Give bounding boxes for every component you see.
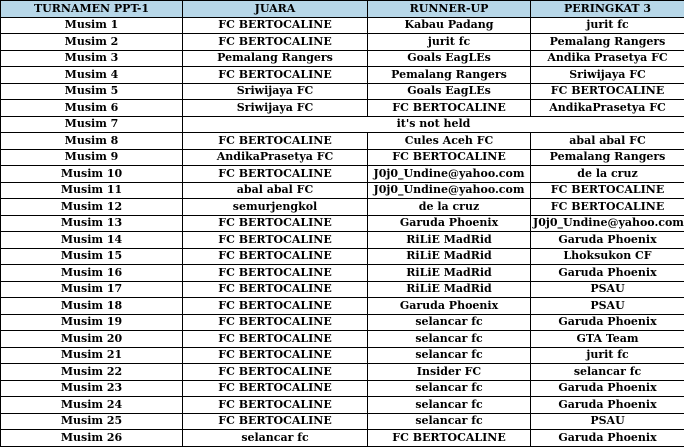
- cell-season: Musim 4: [1, 67, 183, 84]
- table-row: [1, 182, 684, 199]
- cell-runner-up: RiLiE MadRid: [368, 281, 531, 298]
- cell-third-place: selancar fc: [531, 364, 684, 381]
- cell-runner-up: Garuda Phoenix: [368, 215, 531, 232]
- cell-third-place: J0j0_Undine@yahoo.com: [531, 215, 684, 232]
- cell-champion: FC BERTOCALINE: [183, 347, 368, 364]
- cell-champion: FC BERTOCALINE: [183, 331, 368, 348]
- cell-season: Musim 18: [1, 298, 183, 315]
- table-row: [1, 116, 684, 133]
- cell-season: Musim 1: [1, 17, 183, 34]
- header-champion: JUARA: [183, 1, 368, 18]
- cell-champion: FC BERTOCALINE: [183, 17, 368, 34]
- cell-third-place: Andika Prasetya FC: [531, 50, 684, 67]
- cell-champion: FC BERTOCALINE: [183, 413, 368, 430]
- table-row: [1, 133, 684, 150]
- cell-champion: FC BERTOCALINE: [183, 215, 368, 232]
- cell-third-place: FC BERTOCALINE: [531, 182, 684, 199]
- cell-season: Musim 23: [1, 380, 183, 397]
- cell-season: Musim 7: [1, 116, 183, 133]
- table-row: [1, 215, 684, 232]
- cell-season: Musim 2: [1, 34, 183, 51]
- cell-season: Musim 19: [1, 314, 183, 331]
- cell-third-place: de la cruz: [531, 166, 684, 183]
- table-row: [1, 364, 684, 381]
- table-row: [1, 347, 684, 364]
- cell-season: Musim 14: [1, 232, 183, 249]
- cell-third-place: PSAU: [531, 413, 684, 430]
- cell-runner-up: Goals EagLEs: [368, 50, 531, 67]
- table-row: [1, 380, 684, 397]
- cell-season: Musim 16: [1, 265, 183, 282]
- cell-champion: FC BERTOCALINE: [183, 67, 368, 84]
- cell-third-place: Garuda Phoenix: [531, 314, 684, 331]
- cell-runner-up: Insider FC: [368, 364, 531, 381]
- table-row: [1, 314, 684, 331]
- cell-third-place: AndikaPrasetya FC: [531, 100, 684, 117]
- table-body: [1, 17, 684, 446]
- cell-champion: FC BERTOCALINE: [183, 364, 368, 381]
- cell-third-place: Pemalang Rangers: [531, 34, 684, 51]
- table-row: [1, 100, 684, 117]
- cell-season: Musim 9: [1, 149, 183, 166]
- cell-runner-up: Garuda Phoenix: [368, 298, 531, 315]
- table-row: [1, 232, 684, 249]
- cell-season: Musim 24: [1, 397, 183, 414]
- table-row: [1, 50, 684, 67]
- cell-third-place: PSAU: [531, 281, 684, 298]
- table-row: [1, 265, 684, 282]
- cell-third-place: jurit fc: [531, 17, 684, 34]
- header-row: [1, 1, 684, 18]
- cell-season: Musim 10: [1, 166, 183, 183]
- table-row: [1, 413, 684, 430]
- cell-champion: selancar fc: [183, 430, 368, 447]
- table-row: [1, 298, 684, 315]
- cell-third-place: Garuda Phoenix: [531, 397, 684, 414]
- table-row: [1, 166, 684, 183]
- table-row: [1, 149, 684, 166]
- cell-third-place: FC BERTOCALINE: [531, 199, 684, 216]
- table-row: [1, 67, 684, 84]
- header-tournament: TURNAMEN PPT-1: [1, 1, 183, 18]
- table-row: [1, 83, 684, 100]
- cell-runner-up: FC BERTOCALINE: [368, 100, 531, 117]
- cell-champion: FC BERTOCALINE: [183, 314, 368, 331]
- cell-season: Musim 17: [1, 281, 183, 298]
- cell-season: Musim 26: [1, 430, 183, 447]
- cell-third-place: Garuda Phoenix: [531, 232, 684, 249]
- cell-champion: FC BERTOCALINE: [183, 265, 368, 282]
- cell-third-place: FC BERTOCALINE: [531, 83, 684, 100]
- cell-third-place: Sriwijaya FC: [531, 67, 684, 84]
- cell-season: Musim 8: [1, 133, 183, 150]
- cell-champion: FC BERTOCALINE: [183, 380, 368, 397]
- cell-season: Musim 11: [1, 182, 183, 199]
- cell-champion: abal abal FC: [183, 182, 368, 199]
- cell-season: Musim 3: [1, 50, 183, 67]
- cell-champion: AndikaPrasetya FC: [183, 149, 368, 166]
- cell-champion: semurjengkol: [183, 199, 368, 216]
- cell-season: Musim 22: [1, 364, 183, 381]
- cell-champion: Sriwijaya FC: [183, 83, 368, 100]
- table-row: [1, 17, 684, 34]
- cell-champion: FC BERTOCALINE: [183, 232, 368, 249]
- cell-runner-up: RiLiE MadRid: [368, 248, 531, 265]
- cell-runner-up: Pemalang Rangers: [368, 67, 531, 84]
- cell-third-place: Lhoksukon CF: [531, 248, 684, 265]
- cell-third-place: Garuda Phoenix: [531, 265, 684, 282]
- cell-third-place: Pemalang Rangers: [531, 149, 684, 166]
- cell-champion: FC BERTOCALINE: [183, 166, 368, 183]
- cell-runner-up: J0j0_Undine@yahoo.com: [368, 166, 531, 183]
- cell-not-held-note: it's not held: [183, 116, 684, 133]
- table-row: [1, 397, 684, 414]
- cell-third-place: Garuda Phoenix: [531, 380, 684, 397]
- cell-champion: Sriwijaya FC: [183, 100, 368, 117]
- cell-season: Musim 20: [1, 331, 183, 348]
- cell-runner-up: RiLiE MadRid: [368, 232, 531, 249]
- cell-season: Musim 13: [1, 215, 183, 232]
- cell-runner-up: selancar fc: [368, 347, 531, 364]
- table-row: [1, 281, 684, 298]
- cell-champion: FC BERTOCALINE: [183, 133, 368, 150]
- cell-runner-up: jurit fc: [368, 34, 531, 51]
- cell-runner-up: FC BERTOCALINE: [368, 149, 531, 166]
- cell-champion: FC BERTOCALINE: [183, 298, 368, 315]
- cell-third-place: Garuda Phoenix: [531, 430, 684, 447]
- cell-champion: FC BERTOCALINE: [183, 34, 368, 51]
- cell-season: Musim 15: [1, 248, 183, 265]
- table-row: [1, 248, 684, 265]
- cell-third-place: jurit fc: [531, 347, 684, 364]
- cell-season: Musim 5: [1, 83, 183, 100]
- cell-third-place: PSAU: [531, 298, 684, 315]
- cell-runner-up: Goals EagLEs: [368, 83, 531, 100]
- cell-runner-up: selancar fc: [368, 331, 531, 348]
- header-runner-up: RUNNER-UP: [368, 1, 531, 18]
- table-row: [1, 430, 684, 447]
- cell-champion: FC BERTOCALINE: [183, 397, 368, 414]
- cell-runner-up: selancar fc: [368, 380, 531, 397]
- cell-season: Musim 21: [1, 347, 183, 364]
- cell-third-place: abal abal FC: [531, 133, 684, 150]
- cell-champion: FC BERTOCALINE: [183, 248, 368, 265]
- cell-season: Musim 6: [1, 100, 183, 117]
- cell-season: Musim 12: [1, 199, 183, 216]
- cell-runner-up: selancar fc: [368, 397, 531, 414]
- table-header: [1, 1, 684, 18]
- cell-runner-up: selancar fc: [368, 413, 531, 430]
- table-row: [1, 34, 684, 51]
- cell-season: Musim 25: [1, 413, 183, 430]
- cell-champion: FC BERTOCALINE: [183, 281, 368, 298]
- cell-third-place: GTA Team: [531, 331, 684, 348]
- cell-champion: Pemalang Rangers: [183, 50, 368, 67]
- cell-runner-up: J0j0_Undine@yahoo.com: [368, 182, 531, 199]
- table-row: [1, 331, 684, 348]
- cell-runner-up: de la cruz: [368, 199, 531, 216]
- cell-runner-up: Cules Aceh FC: [368, 133, 531, 150]
- cell-runner-up: selancar fc: [368, 314, 531, 331]
- cell-runner-up: RiLiE MadRid: [368, 265, 531, 282]
- table-row: [1, 199, 684, 216]
- header-third-place: PERINGKAT 3: [531, 1, 684, 18]
- cell-runner-up: Kabau Padang: [368, 17, 531, 34]
- cell-runner-up: FC BERTOCALINE: [368, 430, 531, 447]
